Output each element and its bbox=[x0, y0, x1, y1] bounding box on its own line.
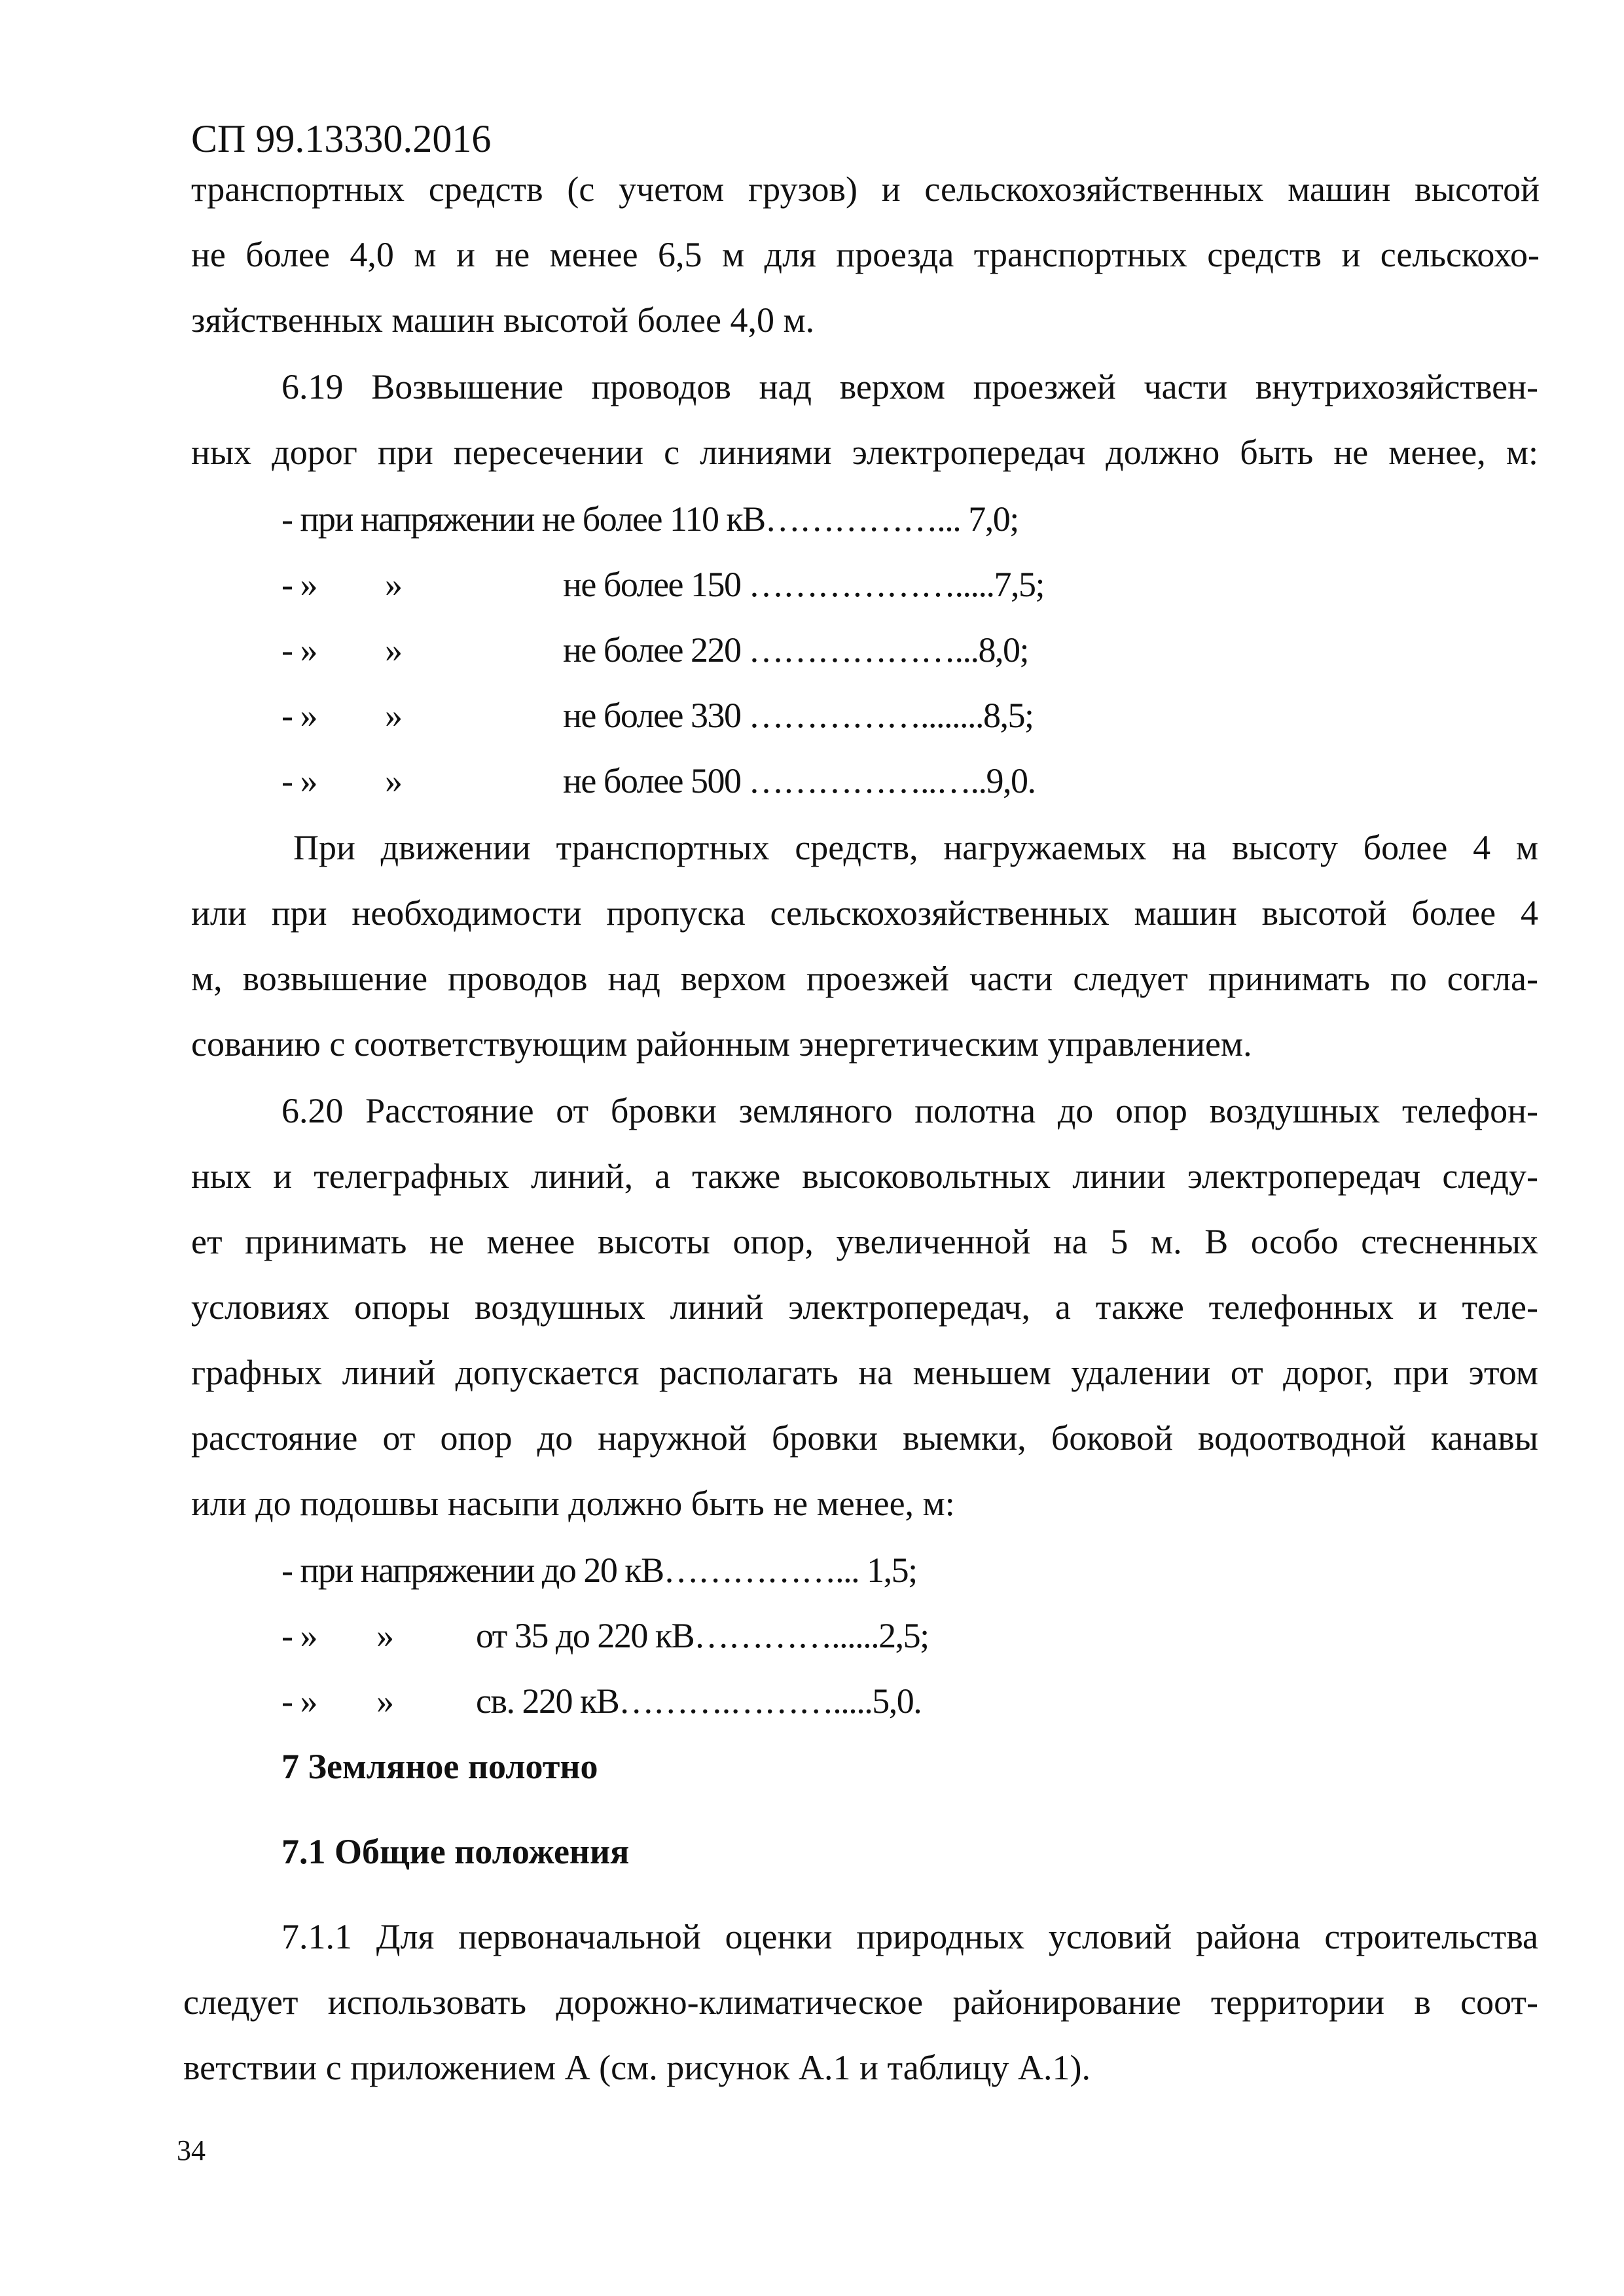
list-item-dash: - » bbox=[281, 630, 317, 670]
clause-6-19-line: ных дорог при пересечении с линиями электропередач должно быть не менее, м: bbox=[191, 433, 1538, 472]
clause-6-19-line: 6.19 Возвышение проводов над верхом проезжей части внутрихозяйствен- bbox=[281, 367, 1538, 406]
list-item-ditto: » bbox=[385, 761, 402, 800]
paragraph-line: сованию с соответствующим районным энергетическим управлением. bbox=[191, 1024, 1252, 1064]
list-item-dash: - » bbox=[281, 1616, 317, 1655]
list-item-value: от 35 до 220 кВ…………......2,5; bbox=[476, 1616, 929, 1655]
clause-6-20-line: ет принимать не менее высоты опор, увеличенной на 5 м. В особо стесненных bbox=[191, 1222, 1538, 1261]
list-item-value: не более 150 ……………….....7,5; bbox=[563, 565, 1045, 604]
clause-7-1-1-line: 7.1.1 Для первоначальной оценки природных условий района строительства bbox=[281, 1917, 1538, 1956]
list-item-ditto: » bbox=[385, 630, 402, 670]
paragraph-line: не более 4,0 м и не менее 6,5 м для проезда транспортных средств и сельскохо- bbox=[191, 235, 1540, 274]
clause-6-20-line: 6.20 Расстояние от бровки земляного полотна до опор воздушных телефон- bbox=[281, 1091, 1538, 1130]
list-item-dash: - » bbox=[281, 565, 317, 604]
clause-6-20-line: условиях опоры воздушных линий электропередач, а также телефонных и теле- bbox=[191, 1287, 1538, 1327]
clause-6-20-line: графных линий допускается располагать на меньшем удалении от дорог, при этом bbox=[191, 1353, 1538, 1392]
paragraph-line: или при необходимости пропуска сельскохозяйственных машин высотой более 4 bbox=[191, 893, 1538, 933]
list-item-ditto: » bbox=[385, 696, 402, 735]
list-item: - при напряжении не более 110 кВ……………... 7,0; bbox=[281, 499, 1019, 539]
document-code-header: СП 99.13330.2016 bbox=[191, 117, 492, 160]
list-item-value: не более 330 ……………........8,5; bbox=[563, 696, 1034, 735]
clause-6-20-line: ных и телеграфных линий, а также высоковольтных линии электропередач следу- bbox=[191, 1157, 1538, 1196]
clause-6-20-line: расстояние от опор до наружной бровки выемки, боковой водоотводной канавы bbox=[191, 1418, 1538, 1458]
list-item-value: не более 500 ……………..…..9,0. bbox=[563, 761, 1036, 800]
list-item-value: не более 220 ………………...8,0; bbox=[563, 630, 1029, 670]
list-item-value: св. 220 кВ……….……….....5,0. bbox=[476, 1681, 922, 1721]
list-item-dash: - » bbox=[281, 1681, 317, 1721]
list-item-dash: - » bbox=[281, 696, 317, 735]
clause-7-1-1-line: следует использовать дорожно-климатическое районирование территории в соот- bbox=[183, 1982, 1538, 2022]
list-item-ditto: » bbox=[385, 565, 402, 604]
subsection-heading: 7.1 Общие положения bbox=[281, 1832, 630, 1871]
list-item-dash: - » bbox=[281, 761, 317, 800]
list-item: - при напряжении до 20 кВ……………... 1,5; bbox=[281, 1551, 917, 1590]
paragraph-line: м, возвышение проводов над верхом проезжей части следует принимать по согла- bbox=[191, 959, 1538, 998]
paragraph-line: транспортных средств (с учетом грузов) и сельскохозяйственных машин высотой bbox=[191, 170, 1540, 209]
list-item-ditto: » bbox=[376, 1681, 393, 1721]
list-item-ditto: » bbox=[376, 1616, 393, 1655]
clause-6-20-line: или до подошвы насыпи должно быть не менее, м: bbox=[191, 1484, 955, 1523]
page-number: 34 bbox=[177, 2134, 206, 2166]
section-heading: 7 Земляное полотно bbox=[281, 1747, 598, 1786]
paragraph-line: зяйственных машин высотой более 4,0 м. bbox=[191, 300, 815, 340]
clause-7-1-1-line: ветствии с приложением А (см. рисунок А.1 и таблицу А.1). bbox=[183, 2048, 1091, 2087]
paragraph-line: При движении транспортных средств, нагружаемых на высоту более 4 м bbox=[293, 828, 1538, 867]
